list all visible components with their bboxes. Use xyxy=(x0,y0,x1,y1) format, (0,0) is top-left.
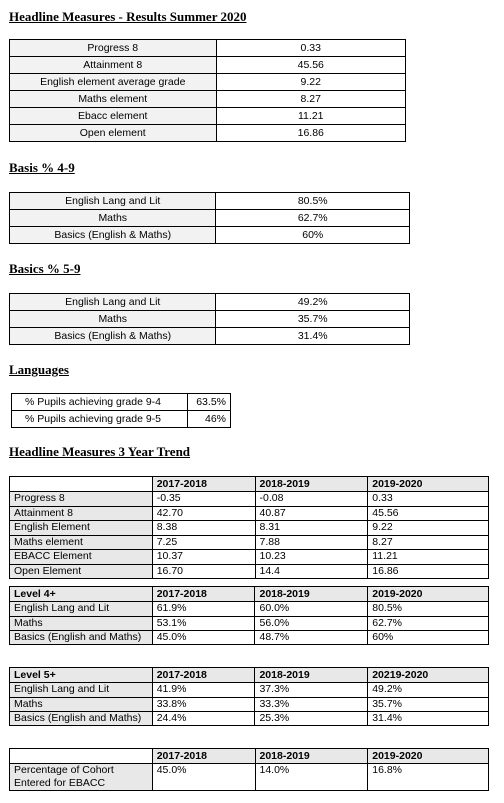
basis49-table xyxy=(9,192,410,244)
table-row xyxy=(10,40,406,57)
cell: 0.33 xyxy=(368,492,489,507)
cell: -0.35 xyxy=(152,492,255,507)
table-row xyxy=(10,210,410,227)
measure-value: 45.56 xyxy=(216,57,406,74)
subject-value: 60% xyxy=(216,227,410,244)
header-cell: 2017-2018 xyxy=(152,587,255,602)
table-row xyxy=(10,328,410,345)
header-cell: 2018-2019 xyxy=(255,587,368,602)
trend-level5-table xyxy=(9,667,489,726)
basis49-title: Basis % 4-9 xyxy=(9,160,75,175)
cell: 24.4% xyxy=(152,712,255,726)
measure-label: English element average grade xyxy=(10,74,217,91)
subject-value: 49.2% xyxy=(216,294,410,311)
table-row xyxy=(10,564,489,579)
table-row xyxy=(10,227,410,244)
table-row xyxy=(10,311,410,328)
languages-label: % Pupils achieving grade 9-4 xyxy=(12,394,188,411)
row-label: Basics (English and Maths) xyxy=(10,631,153,645)
table-row xyxy=(12,394,231,411)
cell: 10.37 xyxy=(152,550,255,565)
subject-label: Basics (English & Maths) xyxy=(10,328,216,345)
table-header-row xyxy=(10,668,489,683)
table-row xyxy=(10,492,489,507)
languages-value: 46% xyxy=(188,411,231,428)
cell: 31.4% xyxy=(368,712,489,726)
table-row xyxy=(10,193,410,210)
table-header-row xyxy=(10,587,489,602)
cell: 41.9% xyxy=(152,683,255,698)
measure-label: Progress 8 xyxy=(10,40,217,57)
table-row xyxy=(10,712,489,726)
subject-label: Maths xyxy=(10,311,216,328)
measure-value: 11.21 xyxy=(216,108,406,125)
table-row xyxy=(10,697,489,712)
measure-value: 8.27 xyxy=(216,91,406,108)
header-cell: 20219-2020 xyxy=(368,668,489,683)
cell: 8.31 xyxy=(255,521,368,536)
cell: 37.3% xyxy=(255,683,368,698)
cell: 16.86 xyxy=(368,564,489,579)
table-row xyxy=(10,521,489,536)
trend-level4-table xyxy=(9,586,489,645)
subject-value: 35.7% xyxy=(216,311,410,328)
cell: 8.27 xyxy=(368,535,489,550)
trend-title: Headline Measures 3 Year Trend xyxy=(9,444,191,459)
table-header-row xyxy=(10,749,489,764)
cell: 60.0% xyxy=(255,602,368,617)
row-label: Progress 8 xyxy=(10,492,153,507)
table-row xyxy=(10,535,489,550)
table-row xyxy=(10,616,489,631)
headline-table xyxy=(9,39,406,142)
cell: 10.23 xyxy=(255,550,368,565)
cell: 7.25 xyxy=(152,535,255,550)
cell: 61.9% xyxy=(152,602,255,617)
cell: 49.2% xyxy=(368,683,489,698)
cell: 16.70 xyxy=(152,564,255,579)
cell: 56.0% xyxy=(255,616,368,631)
languages-table xyxy=(11,393,231,428)
row-label: Maths element xyxy=(10,535,153,550)
subject-label: English Lang and Lit xyxy=(10,294,216,311)
cell: 11.21 xyxy=(368,550,489,565)
row-label: Open Element xyxy=(10,564,153,579)
subject-value: 31.4% xyxy=(216,328,410,345)
measure-value: 16.86 xyxy=(216,125,406,142)
cell: 40.87 xyxy=(255,506,368,521)
measure-value: 9.22 xyxy=(216,74,406,91)
cell: 53.1% xyxy=(152,616,255,631)
cell: 48.7% xyxy=(255,631,368,645)
row-label: English Lang and Lit xyxy=(10,602,153,617)
header-cell: Level 5+ xyxy=(10,668,153,683)
header-cell: 2019-2020 xyxy=(368,749,489,764)
header-cell: 2019-2020 xyxy=(368,477,489,492)
table-row xyxy=(12,411,231,428)
header-cell xyxy=(10,749,153,764)
table-row xyxy=(10,602,489,617)
table-row xyxy=(10,125,406,142)
cell: 16.8% xyxy=(368,764,489,791)
subject-value: 62.7% xyxy=(216,210,410,227)
cell: 45.0% xyxy=(152,631,255,645)
table-header-row xyxy=(10,477,489,492)
header-cell: 2018-2019 xyxy=(255,477,368,492)
cell: 9.22 xyxy=(368,521,489,536)
cell: 45.56 xyxy=(368,506,489,521)
table-row xyxy=(10,294,410,311)
row-label: EBACC Element xyxy=(10,550,153,565)
header-cell: 2018-2019 xyxy=(255,668,368,683)
cell: 35.7% xyxy=(368,697,489,712)
subject-label: Maths xyxy=(10,210,216,227)
measure-label: Maths element xyxy=(10,91,217,108)
cell: 62.7% xyxy=(368,616,489,631)
measure-label: Ebacc element xyxy=(10,108,217,125)
header-cell: 2017-2018 xyxy=(152,668,255,683)
subject-label: English Lang and Lit xyxy=(10,193,216,210)
header-cell: Level 4+ xyxy=(10,587,153,602)
header-cell xyxy=(10,477,153,492)
row-label: Maths xyxy=(10,616,153,631)
measure-label: Attainment 8 xyxy=(10,57,217,74)
table-row xyxy=(10,506,489,521)
table-row xyxy=(10,57,406,74)
cell: 45.0% xyxy=(152,764,255,791)
table-row xyxy=(10,74,406,91)
cell: 14.0% xyxy=(255,764,368,791)
trend-measures-table xyxy=(9,476,489,579)
measure-value: 0.33 xyxy=(216,40,406,57)
header-cell: 2017-2018 xyxy=(152,749,255,764)
subject-label: Basics (English & Maths) xyxy=(10,227,216,244)
headline-title: Headline Measures - Results Summer 2020 xyxy=(9,9,247,24)
basics59-table xyxy=(9,293,410,345)
basics59-title: Basics % 5-9 xyxy=(9,261,81,276)
measure-label: Open element xyxy=(10,125,217,142)
cell: -0.08 xyxy=(255,492,368,507)
table-row xyxy=(10,683,489,698)
cell: 25.3% xyxy=(255,712,368,726)
row-label: Basics (English and Maths) xyxy=(10,712,153,726)
cell: 60% xyxy=(368,631,489,645)
subject-value: 80.5% xyxy=(216,193,410,210)
table-row xyxy=(10,108,406,125)
cell: 42.70 xyxy=(152,506,255,521)
table-row xyxy=(10,91,406,108)
row-label: Percentage of Cohort Entered for EBACC xyxy=(10,764,153,791)
languages-value: 63.5% xyxy=(188,394,231,411)
row-label: Attainment 8 xyxy=(10,506,153,521)
header-cell: 2017-2018 xyxy=(152,477,255,492)
cell: 33.8% xyxy=(152,697,255,712)
table-row xyxy=(10,764,489,791)
row-label: English Element xyxy=(10,521,153,536)
cell: 8.38 xyxy=(152,521,255,536)
table-row xyxy=(10,631,489,645)
table-row xyxy=(10,550,489,565)
languages-title: Languages xyxy=(9,362,69,377)
cell: 7.88 xyxy=(255,535,368,550)
trend-ebacc-table xyxy=(9,748,489,791)
cell: 33.3% xyxy=(255,697,368,712)
languages-label: % Pupils achieving grade 9-5 xyxy=(12,411,188,428)
row-label: Maths xyxy=(10,697,153,712)
header-cell: 2019-2020 xyxy=(368,587,489,602)
cell: 80.5% xyxy=(368,602,489,617)
cell: 14.4 xyxy=(255,564,368,579)
row-label: English Lang and Lit xyxy=(10,683,153,698)
header-cell: 2018-2019 xyxy=(255,749,368,764)
